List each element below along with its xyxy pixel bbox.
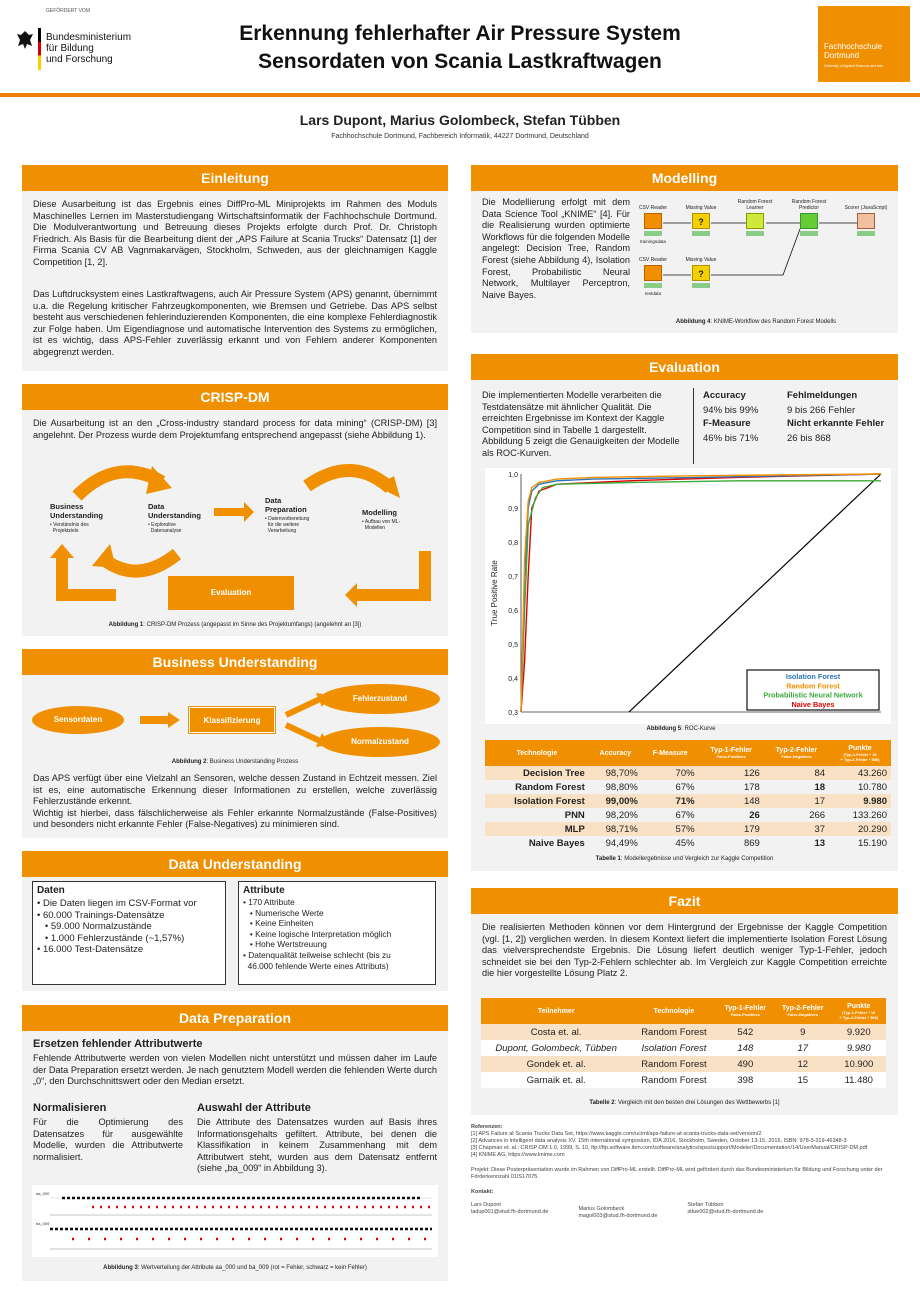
cell: 542 xyxy=(717,1024,774,1040)
attribute-heading: Attribute xyxy=(243,885,285,896)
node-sensordaten: Sensordaten xyxy=(32,706,124,734)
table-row xyxy=(485,780,891,794)
table-header-row xyxy=(481,998,886,1024)
cell: Garnaik et. al. xyxy=(526,1074,586,1086)
crisp-phase-modelling xyxy=(362,508,442,531)
knime-node-rf-predictor: Random Forest Predictor xyxy=(783,199,835,236)
stat-value: 94% bis 99% xyxy=(703,405,759,416)
section-fazit xyxy=(471,888,898,1115)
crisp-text: Die Ausarbeitung ist an den „Cross-industry standard process for data mining“ (CRISP-DM) [3] angelehnt. Der Prozess wurde dem Projektumfang entsprechend angepasst (siehe Abbildung 1). xyxy=(33,418,437,440)
cell: 13 xyxy=(814,837,826,849)
stat-label: F-Measure xyxy=(703,418,751,429)
cell: 490 xyxy=(717,1056,774,1072)
col-header: Technologie xyxy=(631,998,716,1024)
phase-name: Data Preparation xyxy=(265,496,307,514)
dp-heading-2: Normalisieren xyxy=(33,1102,107,1114)
knime-workflow xyxy=(633,199,895,319)
dp-text-1: Fehlende Attributwerte werden von vielen Modellen nicht unterstützt und müssen daher im Laufe der Data Preparation ersetzt werden. Je nach genutztem Modell werden die fehlenden Werte durch „0“, den Durchschnittswert oder den Median ersetzt. xyxy=(33,1053,437,1087)
attribute-item: • Hohe Wertstreuung xyxy=(243,939,327,950)
cell: Gondek et. al. xyxy=(481,1056,631,1072)
cell: 179 xyxy=(699,822,764,836)
affiliation: Fachhochschule Dortmund, Fachbereich Informatik, 44227 Dortmund, Deutschland xyxy=(331,133,589,140)
cell: 148 xyxy=(699,794,764,808)
col-header: F-Measure xyxy=(642,740,699,766)
contact-email[interactable]: ladup001@stud.fh-dortmund.de xyxy=(471,1209,549,1215)
dp-heading-1: Ersetzen fehlender Attributwerte xyxy=(33,1038,203,1050)
attribute-item: • 170 Attribute xyxy=(243,897,295,907)
cell: 94,49% xyxy=(605,837,638,849)
node-klassifizierung: Klassifizierung xyxy=(189,707,275,733)
cell: 17 xyxy=(764,794,829,808)
cell: 20.290 xyxy=(829,822,891,836)
figure-1-caption: Abbildung 1: CRISP-DM Prozess (angepasst im Sinne des Projektumfangs) (angelehnt an [3]) xyxy=(108,622,362,628)
stat-value: 46% bis 71% xyxy=(703,433,759,444)
legend-entry: Random Forest xyxy=(786,681,840,691)
stat-nicht-erkannt xyxy=(787,418,895,444)
cell: 45% xyxy=(675,837,695,849)
results-table xyxy=(485,740,891,850)
cell: 15 xyxy=(797,1074,809,1086)
cell-technology: Isolation Forest xyxy=(485,794,589,808)
phase-name: Business Understanding xyxy=(50,502,103,520)
knime-node-rf-learner: Random Forest Learner xyxy=(729,199,781,236)
missing-value-icon: ? xyxy=(692,213,710,229)
y-tick-label: 0,5 xyxy=(508,642,518,649)
logo-text: Fachhochschule Dortmund xyxy=(824,42,883,60)
section-title: CRISP-DM xyxy=(22,384,448,410)
cell: 9.920 xyxy=(831,1024,886,1040)
cell: Dupont, Golombeck, Tübben xyxy=(495,1042,617,1054)
attribute-item: 46.000 fehlende Werte eines Attributs) xyxy=(243,960,389,971)
section-title: Modelling xyxy=(471,165,898,191)
cell: Random Forest xyxy=(641,1074,707,1086)
daten-item: • 59.000 Normalzustände xyxy=(37,921,152,932)
flag-stripe xyxy=(38,28,41,70)
poster-title xyxy=(160,20,760,76)
cell: Costa et. al. xyxy=(481,1024,631,1040)
contact-item: Stefan Tübben sttue002@stud.fh-dortmund.de xyxy=(687,1202,764,1215)
cell: 26 xyxy=(749,809,760,821)
roc-chart xyxy=(485,468,891,724)
section-title: Data Understanding xyxy=(22,851,448,877)
daten-item: • 1.000 Fehlerzustände (~1,57%) xyxy=(37,932,185,944)
project-note: Projekt: Diese Posterpräsentation wurde im Rahmen von DiffPro-ML erstellt. DiffPro-ML wird gefördert durch das Bundesministerium für Bildung und Forschung unter der Förderkennzahl 01IS17075. xyxy=(471,1167,883,1180)
section-title: Business Understanding xyxy=(22,649,448,675)
knime-node-csv-reader-test: CSV Reader testdata xyxy=(638,257,668,296)
table-row xyxy=(485,808,891,822)
einleitung-p1: Diese Ausarbeitung ist das Ergebnis eines DiffPro-ML Miniprojekts im Rahmen des Moduls Maschinelles Lernen im Masterstudiengang Wirtschaftsinformatik der Fachhochschule Dortmund. Die Modulverantwortung und Betreuung dieses Projekts erfolgte durch Prof. Dr. Christoph Friedrich. Als Basis für die Bearbeitung dient der „APS Failure at Scania Trucks“ Datensatz [1] der Firma Scania CV AB Vagnmakarvägen, Stockholm, Schweden, aus der gleichnamigen Kaggle Competition [1, 2]. xyxy=(33,199,437,267)
cell: 98,80% xyxy=(605,781,638,793)
daten-item: • 16.000 Test-Datensätze xyxy=(37,944,144,955)
table-row xyxy=(481,1024,886,1040)
knime-node-csv-reader-train: CSV Reader trainingsdata xyxy=(638,205,668,244)
reference-item: [2] Advances in intelligent data analysis XV. 15th international symposium, IDA 2016, Stockholm, Sweden, October 13-15, 2016, ISBN: 978-3-319-46348-3 xyxy=(471,1138,847,1144)
contacts xyxy=(471,1202,911,1220)
y-tick-label: 0,9 xyxy=(508,506,518,513)
col-header: Punkte (Typ-1-Fehler * 10 + Typ-2-Fehler * 500) xyxy=(831,998,886,1024)
contact-heading: Kontakt: xyxy=(471,1189,494,1195)
section-crisp-dm xyxy=(22,384,448,636)
daten-box xyxy=(32,881,226,985)
figure-5-caption: Abbildung 5: ROC-Kurve xyxy=(646,726,716,732)
cell: 10.780 xyxy=(857,781,887,793)
knime-node-scorer: Scorer (JavaScript) xyxy=(837,205,895,236)
knime-connections xyxy=(633,199,895,309)
stats-divider xyxy=(693,388,694,464)
dp-text-3: Die Attribute des Datensatzes wurden auf Basis ihres Informationsgehalts gefiltert. Attribute, bei denen die Klassifikation in keinem Zusammenhang mit dem Attributwert steht, wurden aus dem Datensatz entfernt (siehe „ba_009“ in Abbildung 3). xyxy=(197,1117,437,1174)
title-line-1: Erkennung fehlerhafter Air Pressure System xyxy=(239,22,681,45)
phase-name: Modelling xyxy=(362,508,397,517)
cell: Isolation Forest xyxy=(641,1042,707,1054)
col-header: Accuracy xyxy=(589,740,642,766)
y-axis-label: True Positive Rate xyxy=(490,560,499,626)
cell-technology: Random Forest xyxy=(515,781,585,793)
y-tick-label: 0,6 xyxy=(508,608,518,615)
stat-value: 9 bis 266 Fehler xyxy=(787,405,856,416)
cell: 9 xyxy=(774,1024,831,1040)
crisp-arrow-right-down xyxy=(345,551,431,607)
cell: 9.980 xyxy=(846,1042,871,1054)
table-2-caption: Tabelle 2: Vergleich mit den besten drei Lösungen des Wettbewerbs [1] xyxy=(589,1100,780,1106)
knime-node-missing-value-2: Missing Value ? xyxy=(677,257,725,288)
legend-entry: Probabilistic Neural Network xyxy=(763,690,863,700)
ministry-name: Bundesministerium für Bildung und Forschung xyxy=(46,32,132,65)
attribute-item: • Numerische Werte xyxy=(243,907,324,918)
crisp-arrow-top-left xyxy=(77,466,172,496)
node-normalzustand: Normalzustand xyxy=(320,727,440,757)
cell-technology: Naive Bayes xyxy=(528,837,585,849)
references-heading: Referenzen: xyxy=(471,1124,503,1130)
arrow-sensordaten-klassifizierung xyxy=(140,712,182,728)
stat-f-measure xyxy=(703,418,783,444)
contact-item: Marius Golombeck magol003@stud.fh-dortmund.de xyxy=(578,1206,658,1219)
fazit-text: Die realisierten Methoden können vor dem Hintergrund der Ergebnisse der Kaggle Competition (vgl. [1, 2]) verglichen werden. In diesem Kontext liefert die implementierte Isolation Forest Lösung das vielversprechendste Ergebnis. Die Lösung liefert deutlich weniger Typ-1-Fehler, jedoch schneidet sie bei den Typ-2-Fehlern schlechter ab. Im Vergleich zur Kaggle Competition erreichte die hier vorgestellte Lösung Platz 2. xyxy=(482,922,887,979)
svg-text:ba_009: ba_009 xyxy=(36,1221,50,1226)
reference-item: [4] KNIME AG, https://www.knime.com xyxy=(471,1152,565,1158)
y-tick-label: 0,4 xyxy=(508,676,518,683)
figure-3-caption: Abbildung 3: Wertverteilung der Attribute aa_000 und ba_009 (rot = Fehler, schwarz = kein Fehler) xyxy=(103,1265,367,1271)
title-line-2: Sensordaten von Scania Lastkraftwagen xyxy=(258,50,662,73)
dp-text-2: Für die Optimierung des Datensatzes für ausgewählte Modelle, wurden die Attributwerte normalisiert. xyxy=(33,1117,183,1162)
cell: 178 xyxy=(743,781,760,793)
contact-email[interactable]: magol003@stud.fh-dortmund.de xyxy=(578,1213,658,1219)
bmbf-logo xyxy=(12,8,142,68)
y-tick-label: 0,3 xyxy=(508,710,518,717)
table-row xyxy=(485,766,891,780)
section-title: Data Preparation xyxy=(22,1005,448,1031)
knime-node-missing-value-1: Missing Value ? xyxy=(677,205,725,236)
attribute-box xyxy=(238,881,436,985)
table-row xyxy=(481,1056,886,1072)
phase-bullet: • Verständnis des Projektziels xyxy=(50,522,89,534)
daten-item: • Die Daten liegen im CSV-Format vor xyxy=(37,898,197,909)
cell: 70% xyxy=(642,766,699,780)
cell: 9.980 xyxy=(829,794,891,808)
crisp-arrow-bottom-left xyxy=(92,544,177,571)
cell: 266 xyxy=(809,809,826,821)
legend-entry: Isolation Forest xyxy=(785,672,841,681)
table-1-caption: Tabelle 1: Modellergebnisse und Vergleich zur Kaggle Competition xyxy=(595,856,774,862)
svg-text:aa_000: aa_000 xyxy=(36,1191,50,1196)
table-row xyxy=(485,836,891,850)
section-title: Einleitung xyxy=(22,165,448,191)
figure-2-caption: Abbildung 2: Business Understanding Prozess xyxy=(171,759,299,765)
cell: 67% xyxy=(675,809,695,821)
comparison-table xyxy=(481,998,886,1088)
contact-email[interactable]: sttue002@stud.fh-dortmund.de xyxy=(687,1209,764,1215)
cell-technology: Decision Tree xyxy=(485,766,589,780)
figure-4-caption: Abbildung 4: KNIME-Workflow des Random Forest Modells xyxy=(675,319,837,325)
missing-value-icon: ? xyxy=(692,265,710,281)
col-header: Typ-1-Fehler False-Positives xyxy=(699,740,764,766)
attribute-item: • Datenqualität teilweise schlecht (bis zu xyxy=(243,949,391,960)
section-data-preparation xyxy=(22,1005,448,1281)
einleitung-p2: Das Luftdrucksystem eines Lastkraftwagens, auch Air Pressure System (APS) genannt, übernimmt u.a. die Regelung kritischer Fahrzeugkomponenten, wie Bremsen und Getriebe. Das APS selbst besteht aus verschiedenen fehlerinduzierenden Komponenten, die eine komplexe Fehlerdiagnostik zur Folge haben. Um Eigendiagnose und automatische Intervention des Systems zu ermöglichen, ist es wichtig, dass APS-Fehler zuverlässig erkannt und von Fehlern anderer Komponenten abgegrenzt werden. xyxy=(33,289,437,357)
ministry-small-text: GEFÖRDERT VOM xyxy=(46,8,90,14)
daten-item: • 60.000 Trainings-Datensätze xyxy=(37,909,165,921)
y-tick-label: 0,8 xyxy=(508,540,518,547)
table-row xyxy=(485,822,891,836)
crisp-arrow-top-right xyxy=(307,470,400,498)
cell: 15.190 xyxy=(857,837,887,849)
cell: 18 xyxy=(814,781,826,793)
cell: Random Forest xyxy=(631,1056,716,1072)
stat-value: 26 bis 868 xyxy=(787,433,831,444)
y-tick-label: 1,0 xyxy=(508,472,518,479)
phase-name: Data Understanding xyxy=(148,502,201,520)
legend-entry: Naive Bayes xyxy=(791,699,835,709)
table-row xyxy=(481,1040,886,1056)
cell: 869 xyxy=(743,837,760,849)
stat-accuracy xyxy=(703,390,783,416)
cell: 37 xyxy=(764,822,829,836)
phase-bullet: • Aufbau von ML- Modellen xyxy=(362,519,401,531)
cell: 126 xyxy=(699,766,764,780)
y-tick-label: 0,7 xyxy=(508,574,518,581)
attribute-item: • Keine logische Interpretation möglich xyxy=(243,928,392,939)
authors: Lars Dupont, Marius Golombeck, Stefan Tübben xyxy=(299,112,621,128)
attribute-item: • Keine Einheiten xyxy=(243,918,314,929)
stat-fehlmeldungen xyxy=(787,390,895,416)
section-title: Fazit xyxy=(471,888,898,914)
cell-technology: PNN xyxy=(564,809,585,821)
phase-bullet: • Datenvorbereitung für die weitere Verarbeitung xyxy=(265,516,310,534)
section-data-understanding xyxy=(22,851,448,991)
cell: 84 xyxy=(764,766,829,780)
cell: Random Forest xyxy=(631,1024,716,1040)
cell-technology: MLP xyxy=(485,822,589,836)
crisp-phase-data-understanding xyxy=(148,502,248,534)
cell: 71% xyxy=(642,794,699,808)
cell: 67% xyxy=(675,781,695,793)
crisp-phase-data-preparation xyxy=(265,496,365,534)
stat-label: Accuracy xyxy=(703,390,746,401)
stat-label: Fehlmeldungen xyxy=(787,390,858,401)
node-fehlerzustand: Fehlerzustand xyxy=(320,684,440,714)
cell: 57% xyxy=(642,822,699,836)
table-row xyxy=(481,1072,886,1088)
cell: 98,20% xyxy=(605,809,638,821)
stat-label: Nicht erkannte Fehler xyxy=(787,418,885,429)
crisp-phase-business xyxy=(50,502,150,534)
modelling-text: Die Modellierung erfolgt mit dem Data Science Tool „KNIME“ [4]. Für die Realisierung wurden optimierte Workflows für die folgenden Modelle angelegt: Decision Tree, Random Forest (siehe Abbildung 4), Isolation Forest, Probabilistic Neural Network, Multilayer Perceptron, Naive Bayes. xyxy=(482,197,630,300)
col-header: Typ-1-Fehler False-Positives xyxy=(717,998,774,1024)
cell: 10.900 xyxy=(831,1056,886,1072)
crisp-evaluation-box: Evaluation xyxy=(168,576,294,610)
dp-heading-3: Auswahl der Attribute xyxy=(197,1102,311,1114)
cell: 398 xyxy=(737,1074,754,1086)
cell: 11.480 xyxy=(844,1074,873,1086)
cell: 43.260 xyxy=(829,766,891,780)
daten-heading: Daten xyxy=(37,885,65,896)
reference-item: [1] APS Failure at Scania Trucks Data Set, https://www.kaggle.com/uciml/aps-failure-at-scania-trucks-data-set/version/2 xyxy=(471,1131,762,1137)
plot-aa-000 xyxy=(36,1191,432,1215)
section-title: Evaluation xyxy=(471,354,898,380)
cell: 12 xyxy=(774,1056,831,1072)
plot-ba-009 xyxy=(36,1221,432,1249)
attribute-distribution-plot xyxy=(32,1185,438,1257)
eagle-icon xyxy=(16,30,34,50)
section-einleitung xyxy=(22,165,448,371)
fh-dortmund-logo xyxy=(818,6,910,82)
col-header: Typ-2-Fehler False-Negatives xyxy=(764,740,829,766)
table-row xyxy=(485,794,891,808)
cell: 17 xyxy=(797,1042,809,1054)
col-header: Technologie xyxy=(485,740,589,766)
cell: 98,71% xyxy=(589,822,642,836)
col-header: Punkte (Typ-1-Fehler * 10 + Typ-2-Fehler * 500) xyxy=(829,740,891,766)
section-business-understanding xyxy=(22,649,448,838)
footer xyxy=(471,1124,911,1220)
col-header: Typ-2-Fehler False-Negatives xyxy=(774,998,831,1024)
cell: 98,70% xyxy=(589,766,642,780)
cell: 133.260 xyxy=(852,809,887,821)
section-modelling xyxy=(471,165,898,333)
evaluation-text: Die implementierten Modelle verarbeiten die Testdatensätze mit ähnlicher Qualität. Die erreichten Ergebnisse im Kontext der Kaggle Competition sind in Tabelle 1 dargestellt. Abbildung 5 zeigt die Genauigkeiten der Modelle als ROC-Kurven. xyxy=(482,390,680,458)
phase-bullet: • Explorative Datenanalyse xyxy=(148,522,182,534)
table-header-row xyxy=(485,740,891,766)
header-divider xyxy=(0,93,920,97)
contact-item: Lars Dupont ladup001@stud.fh-dortmund.de xyxy=(471,1202,549,1215)
section-evaluation xyxy=(471,354,898,871)
reference-item: [3] Chapman et. al.: CRISP-DM 1.0, 1999, S. 10, ftp://ftp.software.ibm.com/software/analytics/spss/support/Modeler/Documentation/14/UserManual/CRISP-DM.pdf xyxy=(471,1145,868,1151)
logo-sub: University of Applied Sciences and Arts xyxy=(824,64,883,68)
business-text: Das APS verfügt über eine Vielzahl an Sensoren, welche dessen Zustand in Echtzeit messen. Ziel ist es, eine automatische Erkennung dieser Informationen zu erstellen, welche zuverlässig Fehlerzustände erkennt. Wichtig ist hierbei, dass fälschlicherweise als Fehler erkannte Normalzustände (False-Positives) und besonders nicht erkannte Fehler (False-Negatives) zu minimieren sind. xyxy=(33,773,437,830)
cell: 148 xyxy=(737,1042,754,1054)
cell: 99,00% xyxy=(589,794,642,808)
col-header: Teilnehmer xyxy=(481,998,631,1024)
